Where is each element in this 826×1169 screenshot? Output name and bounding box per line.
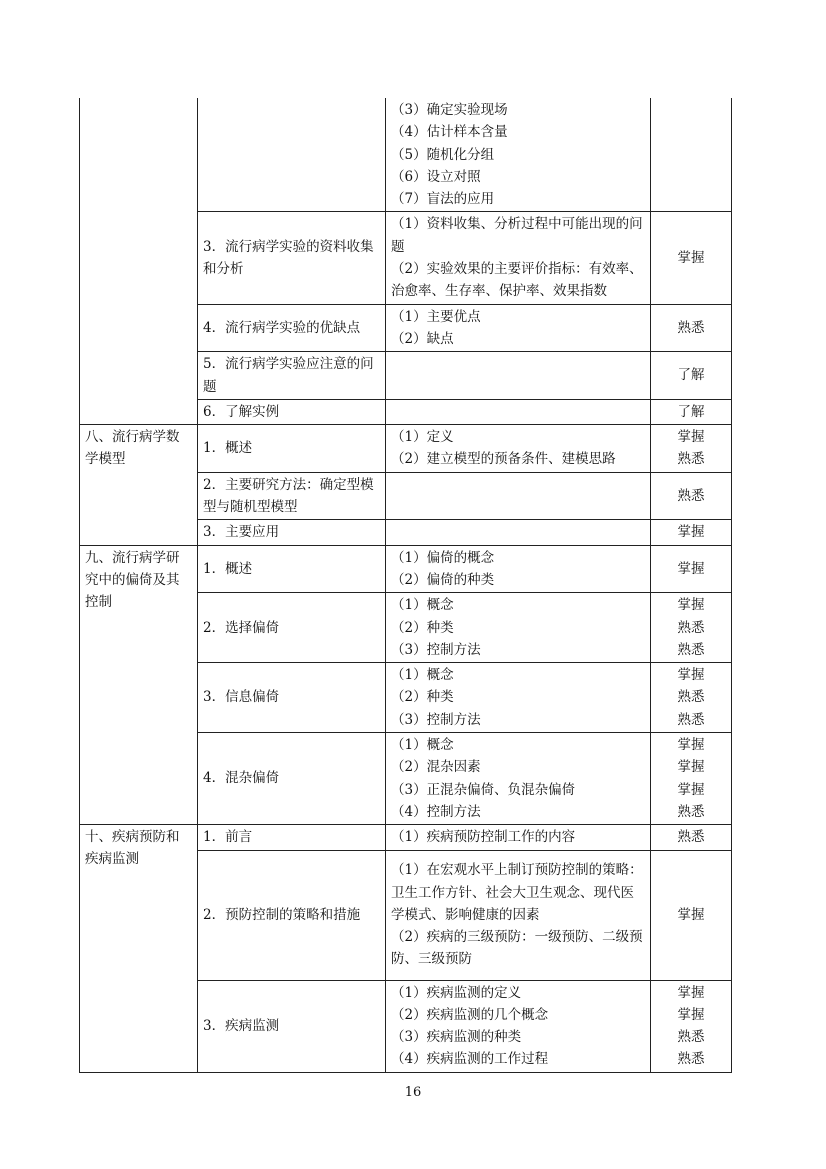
level-label: 熟悉 xyxy=(677,487,705,504)
content-item: （3）正混杂偏倚、负混杂偏倚 xyxy=(391,781,576,798)
level-label: 了解 xyxy=(677,367,705,384)
content-cell xyxy=(386,663,651,733)
topic-cell: 1．概述 xyxy=(198,545,386,593)
topic-cell: 3．信息偏倚 xyxy=(198,663,386,733)
content-cell xyxy=(386,399,651,424)
level-cell xyxy=(651,850,732,980)
level-label: 熟悉 xyxy=(677,711,705,728)
content-item: （3）控制方法 xyxy=(391,641,481,658)
content-item: （7）盲法的应用 xyxy=(391,191,495,208)
level-label: 了解 xyxy=(677,403,705,420)
level-label: 熟悉 xyxy=(677,1051,705,1068)
table-row xyxy=(80,825,732,850)
level-label: 掌握 xyxy=(677,560,705,577)
level-cell xyxy=(651,663,732,733)
level-label: 掌握 xyxy=(677,524,705,541)
topic-cell: 5．流行病学实验应注意的问题 xyxy=(198,352,386,400)
topic-cell: 3．流行病学实验的资料收集和分析 xyxy=(198,212,386,304)
level-label: 掌握 xyxy=(677,667,705,684)
content-cell xyxy=(386,98,651,212)
content-item: （1）定义 xyxy=(391,429,454,446)
level-label: 熟悉 xyxy=(677,829,705,846)
content-item: （1）疾病监测的定义 xyxy=(391,984,522,1001)
level-label: 熟悉 xyxy=(677,803,705,820)
content-item: （1）资料收集、分析过程中可能出现的问题 xyxy=(391,216,643,255)
level-label: 掌握 xyxy=(677,1006,705,1023)
content-item: （1）概念 xyxy=(391,737,454,754)
content-item: （1）疾病预防控制工作的内容 xyxy=(391,829,576,846)
content-item: （3）控制方法 xyxy=(391,711,481,728)
topic-cell: 4．流行病学实验的优缺点 xyxy=(198,304,386,352)
content-cell xyxy=(386,304,651,352)
table-row xyxy=(80,425,732,473)
level-label: 掌握 xyxy=(677,906,705,923)
syllabus-table xyxy=(79,98,732,1073)
table-row xyxy=(80,545,732,593)
topic-cell: 2．选择偏倚 xyxy=(198,593,386,663)
level-cell xyxy=(651,825,732,850)
content-cell xyxy=(386,520,651,545)
content-item: （4）估计样本含量 xyxy=(391,124,508,141)
level-cell xyxy=(651,304,732,352)
unit-cell: 八、流行病学数学模型 xyxy=(80,425,198,545)
content-item: （2）疾病监测的几个概念 xyxy=(391,1006,549,1023)
content-item: （1）概念 xyxy=(391,667,454,684)
level-cell xyxy=(651,98,732,212)
table-row xyxy=(80,98,732,212)
content-item: （1）主要优点 xyxy=(391,308,481,325)
content-item: （2）偏倚的种类 xyxy=(391,571,495,588)
content-cell xyxy=(386,545,651,593)
content-item: （4）疾病监测的工作过程 xyxy=(391,1051,549,1068)
unit-cell: 九、流行病学研究中的偏倚及其控制 xyxy=(80,545,198,825)
content-cell xyxy=(386,825,651,850)
level-cell xyxy=(651,733,732,825)
page-number: 16 xyxy=(404,1085,422,1100)
topic-cell: 2．预防控制的策略和措施 xyxy=(198,850,386,980)
level-label: 熟悉 xyxy=(677,689,705,706)
content-cell xyxy=(386,352,651,400)
unit-cell xyxy=(80,98,198,425)
content-item: （1）偏倚的概念 xyxy=(391,549,495,566)
level-cell xyxy=(651,980,732,1072)
unit-cell: 十、疾病预防和疾病监测 xyxy=(80,825,198,1072)
topic-cell xyxy=(198,98,386,212)
topic-cell: 3．疾病监测 xyxy=(198,980,386,1072)
content-item: （1）在宏观水平上制订预防控制的策略：卫生工作方针、社会大卫生观念、现代医学模式、影响健康的因素 xyxy=(391,862,643,923)
content-item: （6）设立对照 xyxy=(391,168,481,185)
content-item: （2）建立模型的预备条件、建模思路 xyxy=(391,451,616,468)
level-label: 掌握 xyxy=(677,249,705,266)
content-item: （2）混杂因素 xyxy=(391,759,481,776)
level-cell xyxy=(651,545,732,593)
content-item: （3）确定实验现场 xyxy=(391,102,508,118)
level-label: 掌握 xyxy=(677,429,705,446)
content-cell xyxy=(386,425,651,473)
content-item: （4）控制方法 xyxy=(391,803,481,820)
level-cell xyxy=(651,212,732,304)
topic-cell: 3．主要应用 xyxy=(198,520,386,545)
level-cell xyxy=(651,472,732,520)
content-item: （5）随机化分组 xyxy=(391,146,495,163)
topic-cell: 6．了解实例 xyxy=(198,399,386,424)
content-item: （2）实验效果的主要评价指标：有效率、治愈率、生存率、保护率、效果指数 xyxy=(391,261,643,300)
topic-cell: 1．前言 xyxy=(198,825,386,850)
content-cell xyxy=(386,980,651,1072)
content-cell xyxy=(386,472,651,520)
topic-cell: 1．概述 xyxy=(198,425,386,473)
content-item: （1）概念 xyxy=(391,597,454,614)
level-label: 掌握 xyxy=(677,737,705,754)
content-item: （2）缺点 xyxy=(391,330,454,347)
level-label: 掌握 xyxy=(677,597,705,614)
level-cell xyxy=(651,425,732,473)
content-cell xyxy=(386,593,651,663)
level-label: 熟悉 xyxy=(677,319,705,336)
content-item: （2）疾病的三级预防：一级预防、二级预防、三级预防 xyxy=(391,929,643,968)
content-cell xyxy=(386,212,651,304)
content-cell xyxy=(386,733,651,825)
level-label: 熟悉 xyxy=(677,1029,705,1046)
level-label: 掌握 xyxy=(677,984,705,1001)
level-cell xyxy=(651,352,732,400)
level-label: 掌握 xyxy=(677,759,705,776)
level-label: 熟悉 xyxy=(677,619,705,636)
level-label: 掌握 xyxy=(677,781,705,798)
content-item: （2）种类 xyxy=(391,689,454,706)
content-cell xyxy=(386,850,651,980)
level-label: 熟悉 xyxy=(677,451,705,468)
content-item: （3）疾病监测的种类 xyxy=(391,1029,522,1046)
content-item: （2）种类 xyxy=(391,619,454,636)
level-cell xyxy=(651,520,732,545)
level-cell xyxy=(651,593,732,663)
level-label: 熟悉 xyxy=(677,641,705,658)
level-cell xyxy=(651,399,732,424)
topic-cell: 4．混杂偏倚 xyxy=(198,733,386,825)
topic-cell: 2．主要研究方法：确定型模型与随机型模型 xyxy=(198,472,386,520)
